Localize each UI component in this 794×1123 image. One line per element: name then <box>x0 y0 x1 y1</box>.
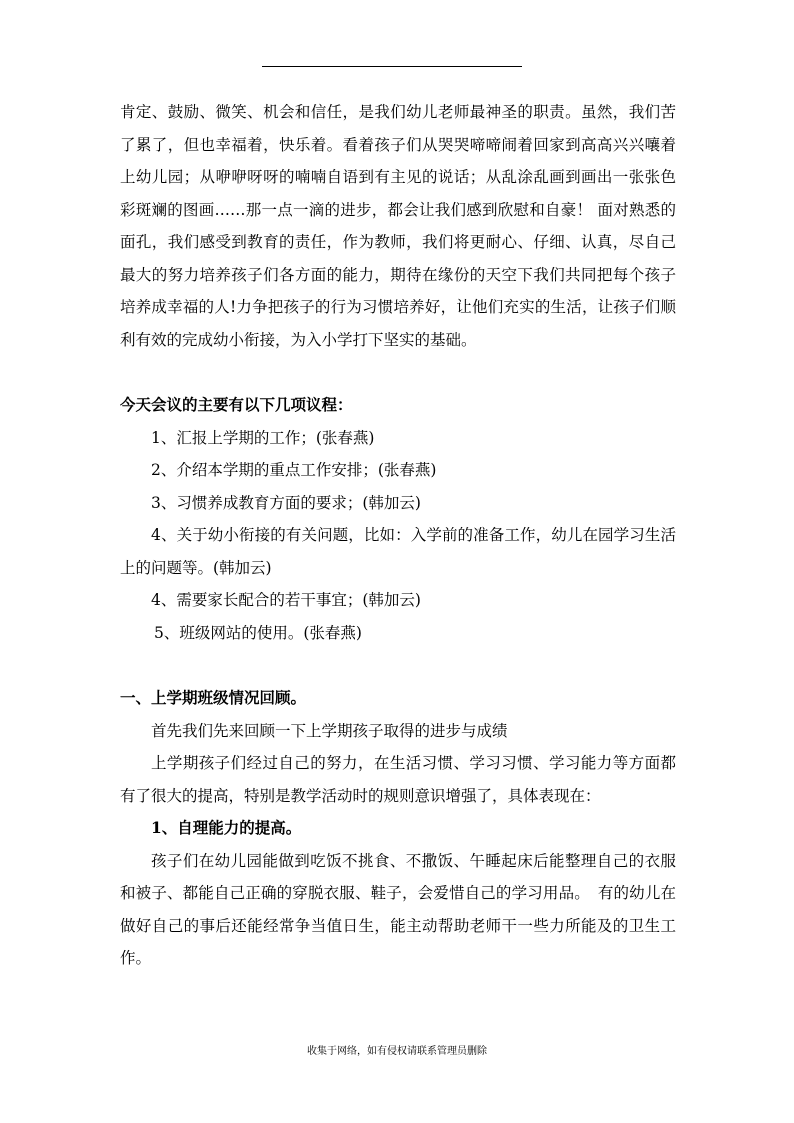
agenda-item: 5、班级网站的使用。(张春燕) <box>154 623 362 642</box>
section-paragraph: 上学期孩子们经过自己的努力，在生活习惯、学习习惯、学习能力等方面都有了很大的提高，特别是教学活动时的规则意识增强了，具体表现在： <box>120 754 676 805</box>
agenda-item: 3、习惯养成教育方面的要求；(韩加云) <box>151 493 421 512</box>
header-rule <box>262 66 522 67</box>
agenda-heading: 今天会议的主要有以下几项议程： <box>120 395 353 414</box>
section-paragraph: 首先我们先来回顾一下上学期孩子取得的进步与成绩 <box>151 721 508 740</box>
subsection-heading: 1、自理能力的提高。 <box>151 818 302 837</box>
subsection-paragraph: 孩子们在幼儿园能做到吃饭不挑食、不撒饭、午睡起床后能整理自己的衣服和被子、都能自己正确的穿脱衣服、鞋子，会爱惜自己的学习用品。 有的幼儿在做好自己的事后还能经常争当值日生，能主动帮助老师干一些力所能及的卫生工作。 <box>120 851 676 967</box>
document-body <box>120 96 676 975</box>
agenda-item: 2、介绍本学期的重点工作安排；(张春燕) <box>151 461 437 479</box>
agenda-item: 4、需要家长配合的若干事宜；(韩加云) <box>151 591 421 609</box>
section-heading: 一、上学期班级情况回顾。 <box>120 688 307 707</box>
page-footer: 收集于网络，如有侵权请联系管理员删除 <box>307 1046 487 1057</box>
agenda-item: 1、汇报上学期的工作；(张春燕) <box>151 428 375 447</box>
agenda-item: 4、关于幼小衔接的有关问题，比如：入学前的准备工作，幼儿在园学习生活上的问题等。(韩加云) <box>120 526 676 577</box>
intro-paragraph: 肯定、鼓励、微笑、机会和信任，是我们幼儿老师最神圣的职责。虽然，我们苦了累了，但也幸福着，快乐着。看着孩子们从哭哭啼啼闹着回家到高高兴兴嚷着上幼儿园；从咿咿呀呀的喃喃自语到有主见的说话；从乱涂乱画到画出一张张色彩斑斓的图画……那一点一滴的进步，都会让我们感到欣慰和自豪！ 面对熟悉的面孔，我们感受到教育的责任，作为教师，我们将更耐心、仔细、认真，尽自己最大的努力培养孩子们各方面的能力，期待在缘份的天空下我们共同把每个孩子培养成幸福的人!力争把孩子的行为习惯培养好，让他们充实的生活，让孩子们顺利有效的完成幼小衔接，为入小学打下坚实的基础。 <box>120 103 676 349</box>
